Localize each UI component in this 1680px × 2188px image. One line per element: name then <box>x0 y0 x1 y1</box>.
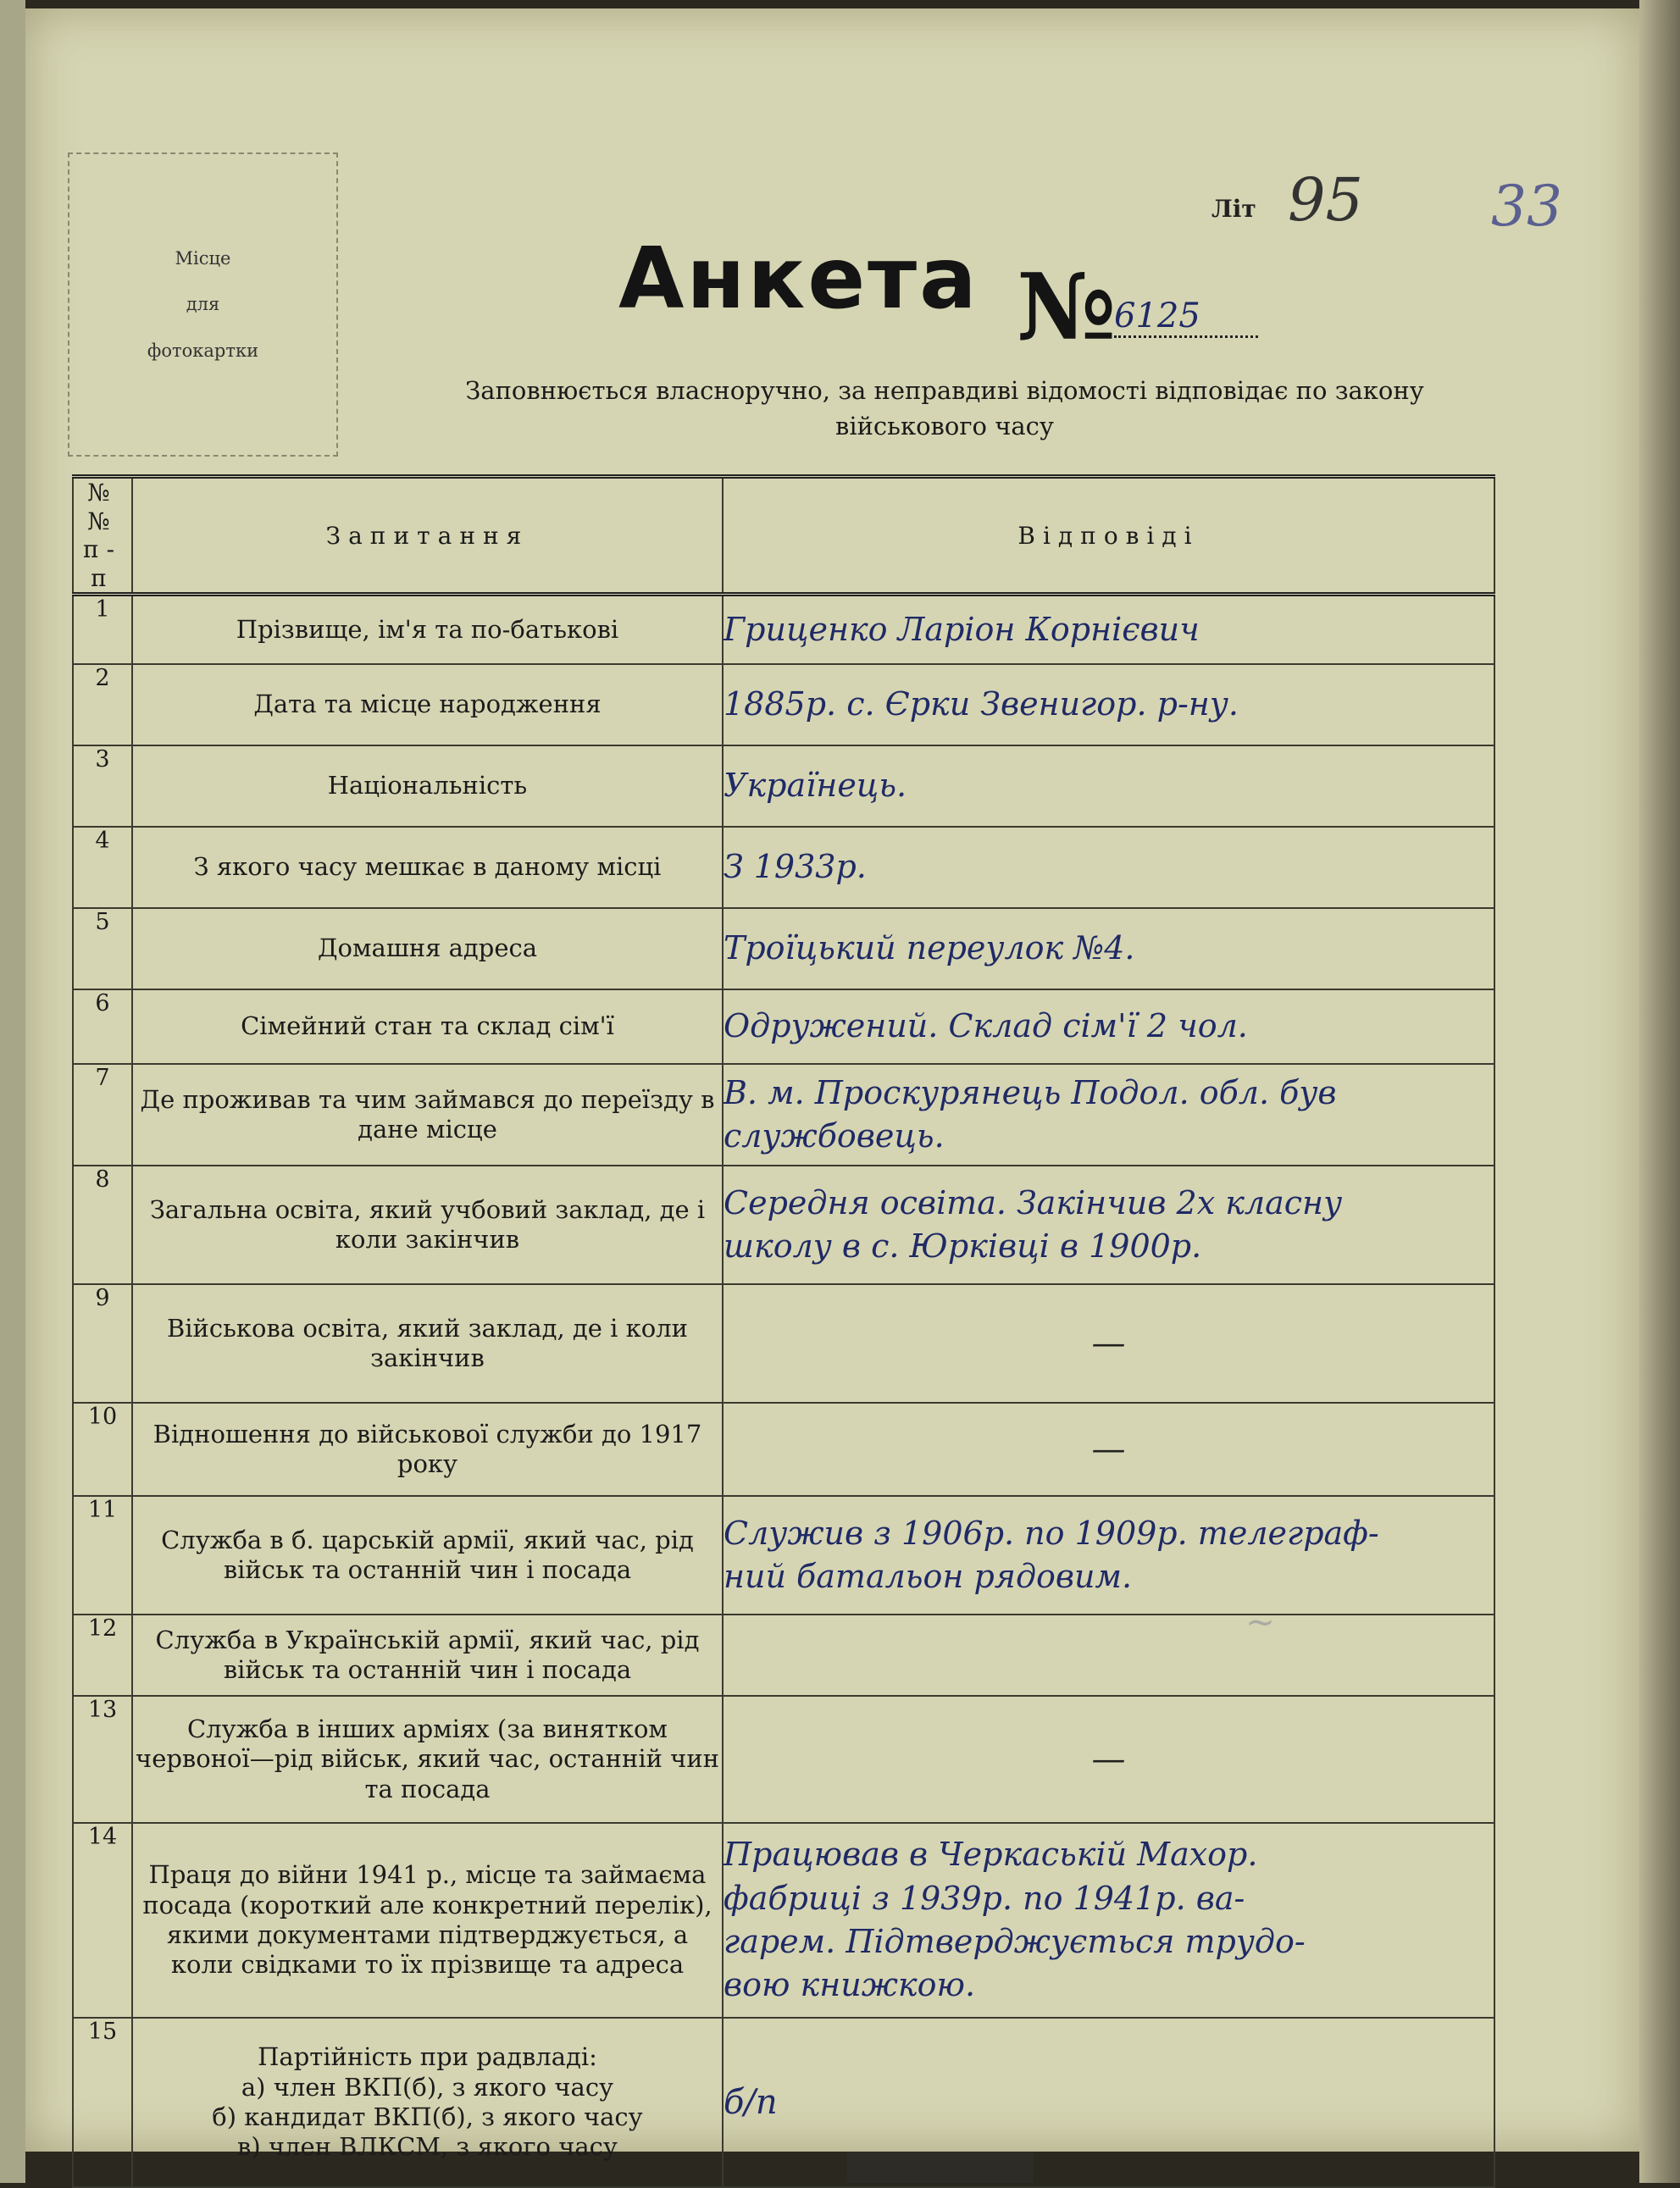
table-row <box>73 1615 1494 1696</box>
archive-stamp-strip <box>847 2152 1034 2183</box>
row-question <box>132 1166 723 1284</box>
question-text: Національність <box>327 771 528 800</box>
row-question <box>132 1823 723 2018</box>
table-row <box>73 1064 1494 1166</box>
handwritten-answer-line: — <box>1091 1323 1126 1363</box>
faint-stamp-mark: ~ <box>1245 1601 1276 1642</box>
table-header-row <box>73 477 1494 595</box>
party-option: в) член ВЛКСМ, з якого часу <box>237 2132 618 2162</box>
row-answer <box>723 1696 1494 1823</box>
lit-number: 95 <box>1288 165 1364 235</box>
table-row <box>73 1403 1494 1496</box>
question-text: Військова освіта, який заклад, де і коли закінчив <box>166 1313 689 1372</box>
lit-label: Літ <box>1211 195 1256 223</box>
row-answer <box>723 989 1494 1064</box>
question-text: Домашня адреса <box>317 933 538 963</box>
handwritten-answer-line: З 1933р. <box>724 848 867 886</box>
row-number: 9 <box>73 1284 132 1403</box>
question-text: Партійність при радвладі: <box>258 2042 597 2072</box>
photo-label-3: фотокартки <box>147 340 259 361</box>
photo-placeholder <box>68 152 338 457</box>
handwritten-answer-line: 1885р. с. Єрки Звенигор. р-ну. <box>724 685 1239 723</box>
table-row <box>73 1166 1494 1284</box>
row-answer <box>723 1166 1494 1284</box>
handwritten-answer-line: — <box>1091 1429 1126 1469</box>
table-row <box>73 2018 1494 2187</box>
table-row <box>73 908 1494 989</box>
table-row <box>73 1496 1494 1615</box>
row-number: 13 <box>73 1696 132 1823</box>
questionnaire-table <box>72 474 1495 2188</box>
row-answer <box>723 595 1494 664</box>
row-number: 5 <box>73 908 132 989</box>
row-question <box>132 827 723 908</box>
table-row <box>73 745 1494 827</box>
handwritten-answer-line: Одружений. Склад сім'ї 2 чол. <box>724 1007 1248 1045</box>
handwritten-answer-line: В. м. Проскурянець Подол. обл. був <box>724 1073 1337 1111</box>
question-text: Де проживав та чим займався до переїзду в дане місце <box>140 1084 715 1144</box>
row-number: 7 <box>73 1064 132 1166</box>
row-question <box>132 1615 723 1696</box>
question-text: Служба в Українській армії, який час, рід військ та останній чин і посада <box>155 1625 700 1684</box>
party-option: б) кандидат ВКП(б), з якого часу <box>212 2102 643 2131</box>
photo-label-1: Місце <box>175 247 231 269</box>
question-text: Праця до війни 1941 р., місце та займаєма посада (короткий але конкретний перелік), якими документами підтверджується, а коли свідками то їх прізвище та адреса <box>142 1860 712 1980</box>
question-text: З якого часу мешкає в даному місці <box>193 852 662 882</box>
table-row <box>73 989 1494 1064</box>
row-question <box>132 595 723 664</box>
row-question <box>132 1496 723 1615</box>
row-answer <box>723 1496 1494 1615</box>
row-number: 3 <box>73 745 132 827</box>
row-number: 12 <box>73 1615 132 1696</box>
row-answer <box>723 1403 1494 1496</box>
table-row <box>73 1823 1494 2018</box>
question-text: Служба в б. царській армії, який час, рід військ та останній чин і посада <box>161 1525 694 1584</box>
col-num-header: №№ п-п <box>73 477 132 595</box>
row-number: 1 <box>73 595 132 664</box>
form-number: 6125 <box>1114 296 1258 338</box>
archive-number: 33 <box>1491 174 1562 239</box>
handwritten-answer-line: Служив з 1906р. по 1909р. телеграф- <box>724 1514 1379 1552</box>
row-number: 8 <box>73 1166 132 1284</box>
row-answer <box>723 1823 1494 2018</box>
handwritten-answer-line: Українець. <box>724 767 907 805</box>
col-answer-header: Відповіді <box>723 477 1494 595</box>
handwritten-answer-line: — <box>1091 1739 1126 1779</box>
handwritten-answer-line: б/п <box>724 2082 778 2122</box>
row-question <box>132 908 723 989</box>
table-row <box>73 1284 1494 1403</box>
adjacent-page-edge <box>0 0 25 2183</box>
question-text: Відношення до військової служби до 1917 року <box>152 1419 702 1478</box>
handwritten-answer-line: школу в с. Юрківці в 1900р. <box>724 1227 1202 1265</box>
handwritten-answer-line: Гриценко Ларіон Корнієвич <box>724 610 1200 648</box>
handwritten-answer-line: Середня освіта. Закінчив 2х класну <box>724 1183 1343 1221</box>
question-text: Загальна освіта, який учбовий заклад, де і коли закінчив <box>149 1194 706 1254</box>
row-question <box>132 1064 723 1166</box>
table-row <box>73 827 1494 908</box>
row-question <box>132 664 723 745</box>
number-sign: № <box>1017 254 1117 361</box>
photo-label-2: для <box>186 294 220 315</box>
table-row <box>73 664 1494 745</box>
page-stack-edge <box>1639 0 1680 2183</box>
row-answer <box>723 745 1494 827</box>
row-number: 6 <box>73 989 132 1064</box>
row-question <box>132 1403 723 1496</box>
table-row <box>73 595 1494 664</box>
handwritten-answer-line: Троїцький переулок №4. <box>724 929 1135 967</box>
row-number: 15 <box>73 2018 132 2187</box>
table-row <box>73 1696 1494 1823</box>
handwritten-answer-line: гарем. Підтверджується трудо- <box>724 1922 1306 1960</box>
row-answer <box>723 1064 1494 1166</box>
row-number: 4 <box>73 827 132 908</box>
question-text: Служба в інших арміях (за винятком червоної—рід військ, який час, останній чин та посада <box>136 1714 719 1803</box>
row-number: 14 <box>73 1823 132 2018</box>
handwritten-answer-line: ний батальон рядовим. <box>724 1557 1133 1595</box>
row-answer <box>723 2018 1494 2187</box>
row-question <box>132 745 723 827</box>
handwritten-answer-line: Працював в Черкаській Махор. <box>724 1836 1258 1874</box>
row-question <box>132 1284 723 1403</box>
row-question <box>132 1696 723 1823</box>
party-option: а) член ВКП(б), з якого часу <box>241 2072 614 2102</box>
row-number: 2 <box>73 664 132 745</box>
question-text: Дата та місце народження <box>253 690 602 719</box>
col-question-header: Запитання <box>132 477 723 595</box>
row-number: 10 <box>73 1403 132 1496</box>
row-question <box>132 2018 723 2187</box>
row-answer <box>723 908 1494 989</box>
handwritten-answer-line: службовець. <box>724 1116 945 1155</box>
question-text: Сімейний стан та склад сім'ї <box>241 1011 614 1041</box>
handwritten-answer-line: вою книжкою. <box>724 1966 976 2004</box>
question-text: Прізвище, ім'я та по-батькові <box>236 614 619 644</box>
form-subtitle: Заповнюється власноручно, за неправдиві відомості відповідає по закону військового часу <box>465 376 1424 441</box>
row-answer <box>723 664 1494 745</box>
row-answer <box>723 1615 1494 1696</box>
row-answer <box>723 827 1494 908</box>
row-answer <box>723 1284 1494 1403</box>
handwritten-answer-line: фабриці з 1939р. по 1941р. ва- <box>724 1879 1245 1917</box>
row-question <box>132 989 723 1064</box>
form-title: Анкета <box>618 229 979 328</box>
row-number: 11 <box>73 1496 132 1615</box>
